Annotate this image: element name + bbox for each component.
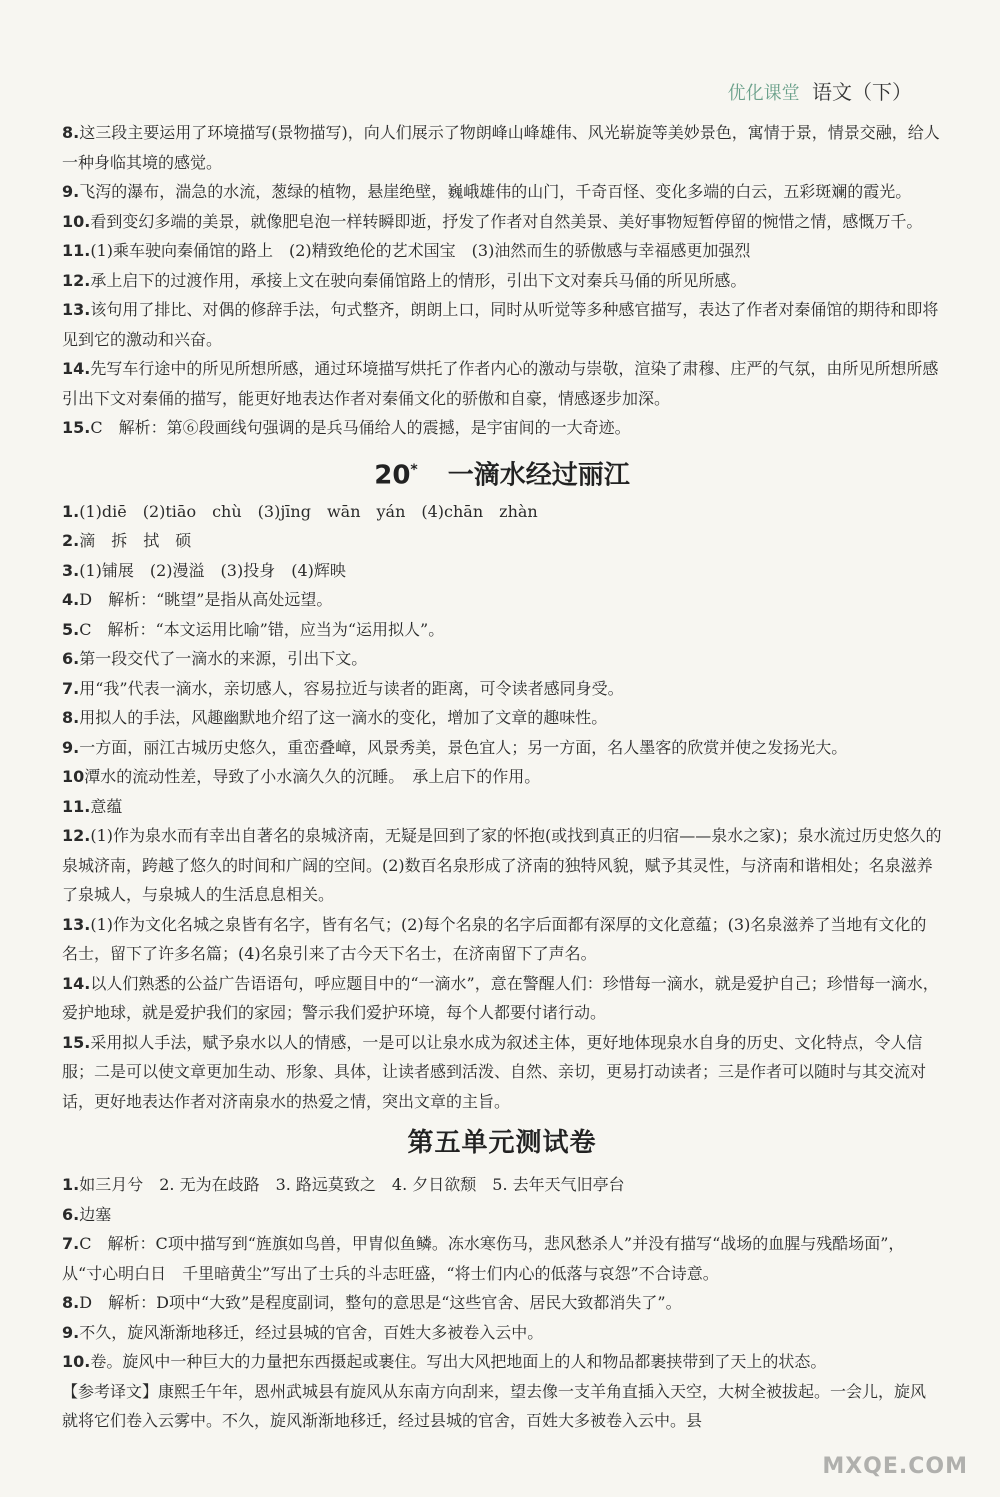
answer-number: 15. bbox=[62, 418, 91, 437]
section-2-answers bbox=[62, 497, 942, 1117]
answer-text: (1)作为泉水而有幸出自著名的泉城济南，无疑是回到了家的怀抱(或找到真正的归宿——泉水之家)；泉水流过历史悠久的泉城济南，跨越了悠久的时间和广阔的空间。(2)数百名泉形成了济南的独特风貌，赋予其灵性，与济南和谐相处；名泉滋养了泉城人，与泉城人的生活息息相关。 bbox=[62, 826, 942, 904]
answer-text: 用拟人的手法，风趣幽默地介绍了这一滴水的变化，增加了文章的趣味性。 bbox=[79, 708, 608, 727]
answer-text: C bbox=[79, 619, 108, 639]
answer-text: 意蕴 bbox=[90, 796, 123, 816]
answer-number: 15. bbox=[62, 1032, 91, 1052]
answer-text: 潭水的流动性差，导致了小水滴久久的沉睡。 承上启下的作用。 bbox=[84, 767, 541, 786]
answer-number: 7. bbox=[62, 1234, 80, 1253]
answer-number: 10 bbox=[62, 767, 85, 786]
answer-text: 看到变幻多端的美景，就像肥皂泡一样转瞬即逝，抒发了作者对自然美景、美好事物短暂停留的惋惜之情，感慨万千。 bbox=[90, 211, 923, 231]
answer-number: 13. bbox=[62, 300, 91, 319]
answer-number: 12. bbox=[62, 270, 91, 290]
answer-text: C bbox=[79, 1234, 108, 1253]
answer-text: 以人们熟悉的公益广告语语句，呼应题目中的“一滴水”，意在警醒人们：珍惜每一滴水，就是爱护自己；珍惜每一滴水，爱护地球，就是爱护我们的家园；警示我们爱护环境，每个人都要付诸行动。 bbox=[62, 973, 939, 1022]
answer-item bbox=[62, 1318, 942, 1348]
answer-text: 飞泻的瀑布，湍急的水流，葱绿的植物，悬崖绝壁，巍峨雄伟的山门，千奇百怪、变化多端的白云，五彩斑斓的霞光。 bbox=[79, 182, 912, 201]
answer-item bbox=[62, 1347, 942, 1377]
answer-number: 8. bbox=[62, 1293, 80, 1312]
answer-number: 11. bbox=[62, 241, 91, 260]
answer-item bbox=[62, 266, 942, 296]
answer-explanation: 解析：第⑥段画线句强调的是兵马俑给人的震撼，是宇宙间的一大奇迹。 bbox=[118, 418, 631, 437]
answer-text: 滴 拆 拭 硕 bbox=[79, 531, 192, 550]
answer-item bbox=[62, 1028, 942, 1117]
answer-text: (1)铺展 (2)漫溢 (3)投身 (4)辉映 bbox=[79, 560, 346, 580]
answer-item bbox=[62, 674, 942, 704]
answer-text: D bbox=[79, 590, 109, 609]
answer-number: 10. bbox=[62, 1352, 91, 1371]
answer-text: 该句用了排比、对偶的修辞手法，句式整齐，朗朗上口，同时从听觉等多种感官描写，表达了作者对秦俑馆的期待和即将见到它的激动和兴奋。 bbox=[62, 300, 939, 349]
answer-number: 9. bbox=[62, 1322, 80, 1342]
answer-text: 卷。旋风中一种巨大的力量把东西摄起或裹住。写出大风把地面上的人和物品都裹挟带到了天上的状态。 bbox=[90, 1352, 827, 1371]
answer-explanation: 解析：C项中描写到“旌旗如鸟兽，甲胄似鱼鳞。冻水寒伤马，悲风愁杀人”并没有描写“战场的血腥与残酷场面”，从“寸心明白日 千里暗黄尘”写出了士兵的斗志旺盛，“将士们内心的低落与哀怨”不合诗意。 bbox=[62, 1234, 905, 1283]
section-1-answers bbox=[62, 118, 942, 443]
lesson-title: 一滴水经过丽江 bbox=[447, 460, 630, 491]
answer-text: 边塞 bbox=[79, 1204, 112, 1224]
answer-item bbox=[62, 295, 942, 354]
section-3-title: 第五单元测试卷 bbox=[407, 1128, 597, 1158]
watermark-text: MXQE.COM bbox=[822, 1454, 968, 1479]
watermark-logo bbox=[812, 1399, 972, 1479]
page-header bbox=[728, 76, 912, 105]
answer-item bbox=[62, 969, 942, 1028]
answer-item bbox=[62, 413, 942, 443]
section-2-title bbox=[62, 443, 942, 497]
answer-number: 8. bbox=[62, 708, 80, 727]
answer-text: 用“我”代表一滴水，亲切感人，容易拉近与读者的距离，可令读者感同身受。 bbox=[79, 678, 624, 698]
answer-item bbox=[62, 118, 942, 177]
answer-item bbox=[62, 236, 942, 266]
answer-item bbox=[62, 762, 942, 792]
answer-number: 5. bbox=[62, 619, 80, 639]
answer-text: (1)diē (2)tiāo chù (3)jīng wān yán (4)chān zhàn bbox=[79, 501, 538, 521]
answer-number: 8. bbox=[62, 123, 80, 142]
answer-number: 6. bbox=[62, 649, 80, 668]
answer-text: (1)乘车驶向秦俑馆的路上 (2)精致绝伦的艺术国宝 (3)油然而生的骄傲感与幸福感更加强烈 bbox=[90, 241, 751, 260]
answer-text: 不久，旋风渐渐地移迁，经过县城的官舍，百姓大多被卷入云中。 bbox=[79, 1322, 544, 1342]
answer-item bbox=[62, 526, 942, 556]
section-3-answers bbox=[62, 1170, 942, 1377]
answer-item bbox=[62, 207, 942, 237]
answer-item bbox=[62, 910, 942, 969]
book-name: 优化课堂 bbox=[727, 83, 800, 104]
answer-item bbox=[62, 1200, 942, 1230]
answer-explanation: 解析：“眺望”是指从高处远望。 bbox=[108, 590, 333, 609]
answer-number: 11. bbox=[62, 796, 91, 816]
answer-text: 第一段交代了一滴水的来源，引出下文。 bbox=[79, 649, 368, 668]
answer-number: 14. bbox=[62, 359, 91, 378]
answer-item bbox=[62, 497, 942, 527]
answer-text: 承上启下的过渡作用，承接上文在驶向秦俑馆路上的情形，引出下文对秦兵马俑的所见所感。 bbox=[90, 270, 747, 290]
answer-number: 7. bbox=[62, 678, 80, 698]
answer-text: 如三月兮 2. 无为在歧路 3. 路远莫致之 4. 夕日欲颓 5. 去年天气旧亭台 bbox=[79, 1175, 625, 1194]
answer-number: 12. bbox=[62, 826, 91, 845]
answer-number: 2. bbox=[62, 531, 80, 550]
answer-explanation: 解析：D项中“大致”是程度副词，整句的意思是“这些官舍、居民大致都消失了”。 bbox=[108, 1293, 682, 1312]
answer-item bbox=[62, 354, 942, 413]
translation-text: 康熙壬午年，恩州武城县有旋风从东南方向刮来，望去像一支羊角直插入天空，大树全被拔起。一会儿，旋风就将它们卷入云雾中。不久，旋风渐渐地移迁，经过县城的官舍，百姓大多被卷入云中。县 bbox=[62, 1381, 927, 1430]
answer-item bbox=[62, 733, 942, 763]
answer-number: 3. bbox=[62, 560, 80, 580]
answer-text: 采用拟人手法，赋予泉水以人的情感，一是可以让泉水成为叙述主体，更好地体现泉水自身的历史、文化特点，令人信服；二是可以使文章更加生动、形象、具体，让读者感到活泼、自然、亲切，更易打动读者；三是作者可以随时与其交流对话，更好地表达作者对济南泉水的热爱之情，突出文章的主旨。 bbox=[62, 1032, 927, 1111]
answer-item bbox=[62, 1170, 942, 1200]
answer-number: 9. bbox=[62, 737, 80, 757]
answer-number: 6. bbox=[62, 1204, 80, 1224]
answer-item bbox=[62, 585, 942, 615]
lesson-mark: * bbox=[410, 461, 418, 478]
answer-number: 14. bbox=[62, 973, 91, 993]
answer-content bbox=[62, 118, 942, 1436]
answer-explanation: 解析：“本文运用比喻”错，应当为“运用拟人”。 bbox=[107, 619, 445, 639]
reference-translation bbox=[62, 1377, 942, 1436]
answer-item bbox=[62, 556, 942, 586]
answer-item bbox=[62, 1229, 942, 1288]
answer-number: 4. bbox=[62, 590, 80, 609]
answer-number: 9. bbox=[62, 182, 80, 201]
answer-number: 1. bbox=[62, 501, 80, 521]
answer-text: D bbox=[79, 1293, 109, 1312]
answer-item bbox=[62, 177, 942, 207]
answer-text: 一方面，丽江古城历史悠久，重峦叠嶂，风景秀美，景色宜人；另一方面，名人墨客的欣赏并使之发扬光大。 bbox=[79, 737, 848, 757]
answer-text: C bbox=[90, 418, 119, 437]
answer-text: 这三段主要运用了环境描写(景物描写)，向人们展示了物朗峰山峰雄伟、风光崭旋等美妙景色，寓情于景，情景交融，给人一种身临其境的感觉。 bbox=[62, 123, 940, 172]
answer-item bbox=[62, 792, 942, 822]
answer-text: (1)作为文化名城之泉皆有名字，皆有名气；(2)每个名泉的名字后面都有深厚的文化意蕴；(3)名泉滋养了当地有文化的名士，留下了许多名篇；(4)名泉引来了古今天下名士，在济南留下了声名。 bbox=[62, 914, 927, 963]
answer-number: 10. bbox=[62, 211, 91, 231]
answer-item bbox=[62, 644, 942, 674]
answer-text: 先写车行途中的所见所想所感，通过环境描写烘托了作者内心的激动与崇敬，渲染了肃穆、庄严的气氛，由所见所想所感引出下文对秦俑的描写，能更好地表达作者对秦俑文化的骄傲和自豪，情感逐步加深。 bbox=[62, 359, 939, 408]
answer-number: 13. bbox=[62, 914, 91, 934]
answer-item bbox=[62, 1288, 942, 1318]
answer-item bbox=[62, 615, 942, 645]
answer-number: 1. bbox=[62, 1175, 80, 1194]
answer-item bbox=[62, 703, 942, 733]
answer-item bbox=[62, 821, 942, 910]
subject-label: 语文（下） bbox=[812, 80, 912, 104]
translation-label: 【参考译文】 bbox=[62, 1381, 159, 1401]
lesson-number: 20 bbox=[374, 460, 411, 491]
